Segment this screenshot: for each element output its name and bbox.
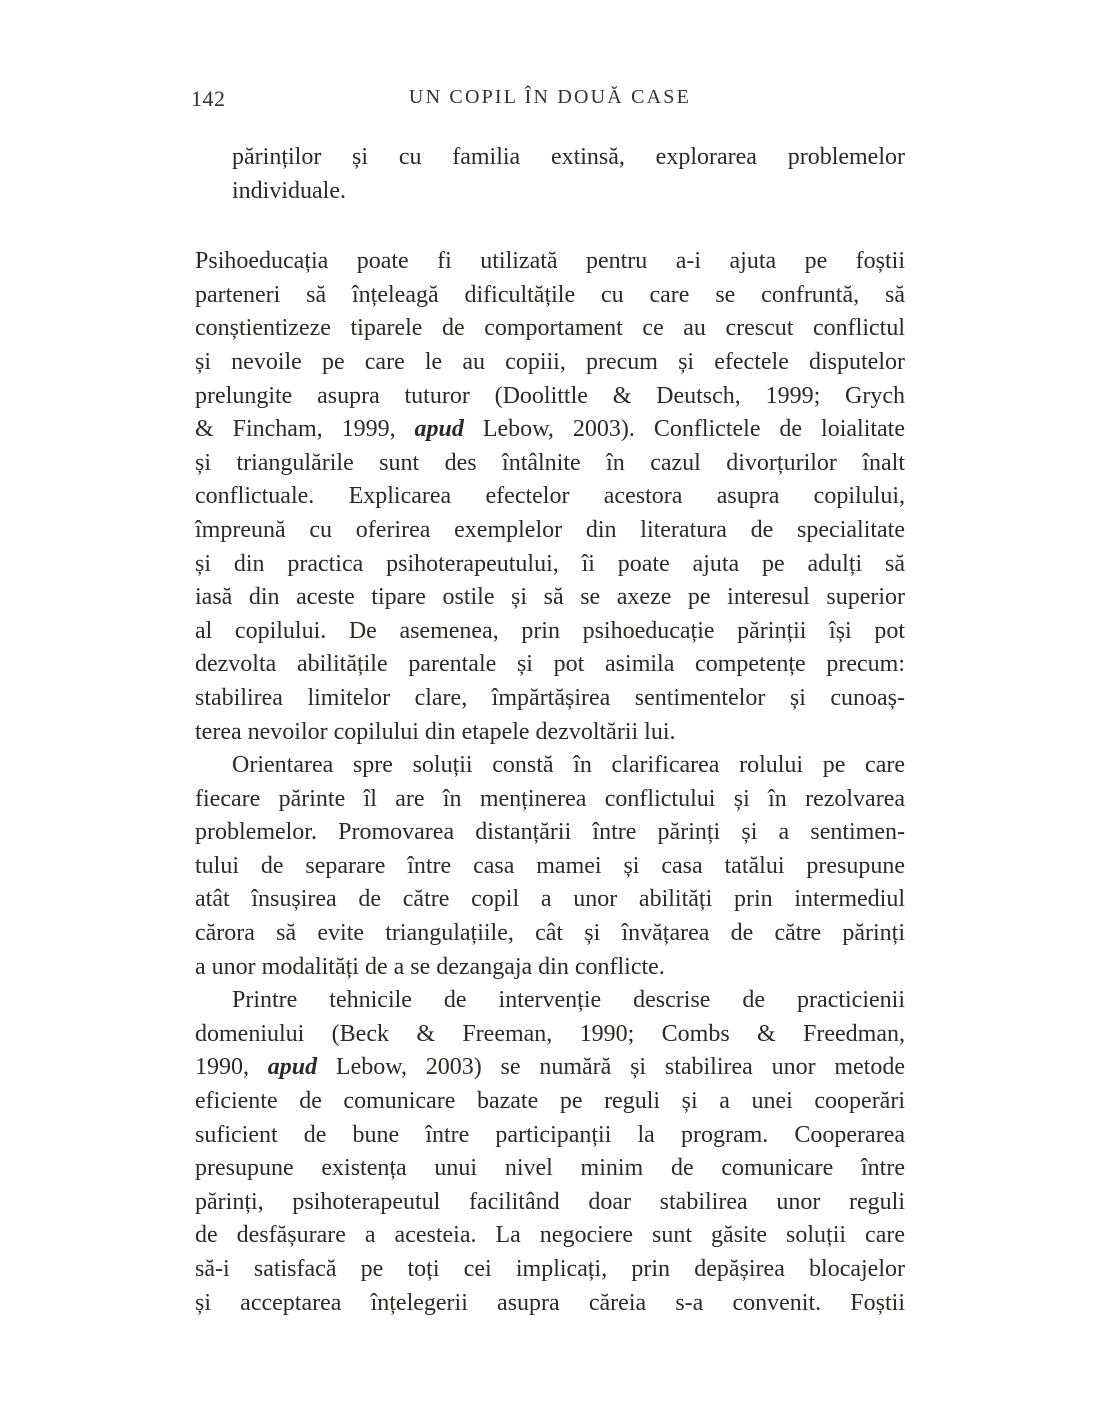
text-line: iasă din aceste tipare ostile și să se axeze pe interesul superior (195, 584, 905, 611)
citation-term: apud (267, 1054, 318, 1081)
text-line: terea nevoilor copilului din etapele dezvoltării lui. (195, 718, 676, 745)
text-line: & Fincham, 1999, apud Lebow, 2003). Conflictele de loialitate (195, 416, 905, 443)
text-line: conflictuale. Explicarea efectelor acestora asupra copilului, (195, 483, 905, 510)
text-line: dezvolta abilitățile parentale și pot asimila competențe precum: (195, 651, 905, 678)
text-line: eficiente de comunicare bazate pe reguli și a unei cooperări (195, 1088, 905, 1115)
text-line: Orientarea spre soluții constă în clarificarea rolului pe care (232, 752, 905, 779)
text-line: Printre tehnicile de intervenție descrise de practicienii (232, 987, 905, 1014)
paragraph (195, 984, 905, 1320)
text-line: 1990, apud Lebow, 2003) se numără și stabilirea unor metode (195, 1054, 905, 1081)
paragraph (195, 245, 905, 749)
paragraph (232, 141, 905, 208)
text-line: problemelor. Promovarea distanțării între părinți și a sentimen- (195, 819, 905, 846)
page-header (191, 84, 905, 112)
text-line: prelungite asupra tuturor (Doolittle & Deutsch, 1999; Grych (195, 382, 905, 409)
text-line: a unor modalități de a se dezangaja din conflicte. (195, 953, 665, 980)
page-number: 142 (191, 86, 226, 111)
body-text (195, 141, 905, 1320)
text-line: domeniului (Beck & Freeman, 1990; Combs & Freedman, (195, 1020, 905, 1047)
text-line: și nevoile pe care le au copiii, precum și efectele disputelor (195, 348, 905, 375)
text-line: presupune existența unui nivel minim de comunicare între (195, 1155, 905, 1182)
running-title: UN COPIL ÎN DOUĂ CASE (408, 86, 692, 108)
citation-term: apud (414, 416, 464, 443)
text-line: Psihoeducația poate fi utilizată pentru a-i ajuta pe foștii (195, 248, 905, 275)
text-line: și acceptarea înțelegerii asupra căreia s-a convenit. Foștii (195, 1289, 905, 1316)
text-line: să-i satisfacă pe toți cei implicați, prin depășirea blocajelor (195, 1256, 905, 1282)
text-line: al copilului. De asemenea, prin psihoeducație părinții își pot (195, 617, 905, 644)
text-line: de desfășurare a acesteia. La negociere sunt găsite soluții care (195, 1222, 905, 1249)
text-line: părinților și cu familia extinsă, explorarea problemelor (232, 144, 905, 170)
paragraph (195, 749, 905, 984)
text-line: tului de separare între casa mamei și casa tatălui presupune (195, 852, 905, 879)
text-line: cărora să evite triangulațiile, cât și învățarea de către părinți (195, 920, 905, 947)
text-line: părinți, psihoterapeutul facilitând doar stabilirea unor reguli (195, 1188, 905, 1215)
text-line: conștientizeze tiparele de comportament ce au crescut conflictul (195, 315, 905, 342)
text-line: și din practica psihoterapeutului, îi poate ajuta pe adulți să (195, 550, 905, 577)
text-line: individuale. (232, 177, 346, 204)
text-line: parteneri să înțeleagă dificultățile cu care se confruntă, să (195, 281, 905, 308)
text-line: împreună cu oferirea exemplelor din literatura de specialitate (195, 516, 905, 543)
text-line: atât însușirea de către copil a unor abilități prin intermediul (195, 886, 905, 913)
text-line: suficient de bune între participanții la program. Cooperarea (195, 1121, 905, 1148)
text-line: și triangulările sunt des întâlnite în cazul divorțurilor înalt (195, 449, 905, 476)
text-line: stabilirea limitelor clare, împărtășirea sentimentelor și cunoaș- (195, 684, 905, 711)
text-line: fiecare părinte îl are în menținerea conflictului și în rezolvarea (195, 785, 905, 812)
